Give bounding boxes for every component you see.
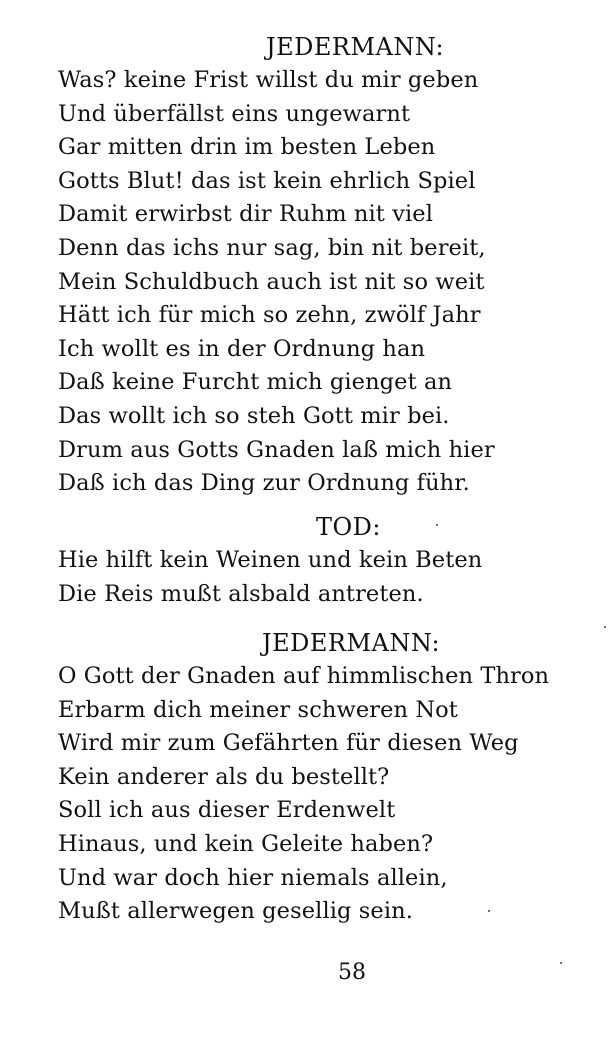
speech-jedermann-1	[58, 30, 598, 501]
verse-line: Damit erwirbst dir Ruhm nit viel	[58, 201, 434, 228]
verse-line: Daß ich das Ding zur Ordnung führ.	[58, 470, 470, 497]
page-number: 58	[338, 960, 366, 985]
verse-line: Erbarm dich meiner schweren Not	[58, 696, 458, 723]
verse-line: Hätt ich für mich so zehn, zwölf Jahr	[58, 302, 481, 329]
verse-line: Mein Schuldbuch auch ist nit so weit	[58, 268, 485, 295]
verse-line: Und überfällst eins ungewarnt	[58, 100, 411, 127]
scan-speck	[560, 962, 562, 964]
verse-line: Hinaus, und kein Geleite haben?	[58, 830, 434, 857]
speaker-name: TOD:	[316, 513, 382, 541]
verse-line: Wird mir zum Gefährten für diesen Weg	[58, 730, 519, 757]
verse-line: Kein anderer als du bestellt?	[58, 763, 390, 790]
scan-speck	[436, 524, 438, 526]
verse-line: Denn das ichs nur sag, bin nit bereit,	[58, 234, 486, 261]
scan-speck	[488, 910, 490, 912]
speaker-name: JEDERMANN:	[262, 629, 441, 657]
verse-line: Was? keine Frist willst du mir geben	[58, 67, 479, 93]
speech-tod	[58, 510, 598, 611]
speaker-name: JEDERMANN:	[266, 33, 445, 61]
verse-line: Und war doch hier niemals allein,	[58, 864, 448, 891]
verse-line: Mußt allerwegen gesellig sein.	[58, 898, 413, 925]
verse-line: Drum aus Gotts Gnaden laß mich hier	[58, 436, 495, 463]
verse-line: Die Reis mußt alsbald antreten.	[58, 580, 424, 607]
verse-line: O Gott der Gnaden auf himmlischen Thron	[58, 663, 550, 689]
verse-line: Soll ich aus dieser Erdenwelt	[58, 797, 396, 824]
verse-line: Daß keine Furcht mich gienget an	[58, 369, 453, 396]
verse-line: Das wollt ich so steh Gott mir bei.	[58, 402, 450, 429]
verse-line: Hie hilft kein Weinen und kein Beten	[58, 547, 483, 573]
verse-line: Ich wollt es in der Ordnung han	[58, 335, 426, 362]
speech-jedermann-2	[58, 626, 598, 929]
scan-speck	[604, 626, 606, 628]
verse-line: Gotts Blut! das ist kein ehrlich Spiel	[58, 167, 476, 194]
verse-line: Gar mitten drin im besten Leben	[58, 134, 436, 161]
